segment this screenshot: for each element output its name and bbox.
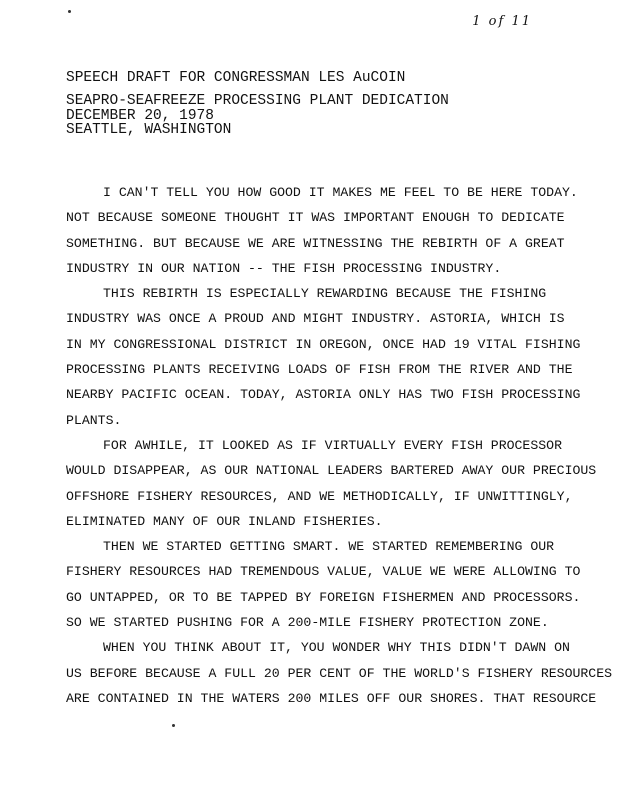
handwritten-page-mark: 1 of 11 bbox=[472, 14, 532, 29]
scan-speck bbox=[172, 724, 175, 727]
text-line: I CAN'T TELL YOU HOW GOOD IT MAKES ME FEEL TO BE HERE TODAY. bbox=[103, 185, 578, 200]
text-line: FISHERY RESOURCES HAD TREMENDOUS VALUE, VALUE WE WERE ALLOWING TO bbox=[66, 564, 581, 580]
text-line: INDUSTRY IN OUR NATION -- THE FISH PROCESSING INDUSTRY. bbox=[66, 260, 502, 276]
text-line: IN MY CONGRESSIONAL DISTRICT IN OREGON, ONCE HAD 19 VITAL FISHING bbox=[66, 336, 581, 352]
header-date: DECEMBER 20, 1978 bbox=[66, 108, 214, 124]
scan-speck bbox=[68, 10, 71, 13]
text-line: SO WE STARTED PUSHING FOR A 200-MILE FISHERY PROTECTION ZONE. bbox=[66, 615, 549, 631]
paragraph bbox=[66, 281, 586, 433]
paragraph bbox=[66, 635, 613, 711]
text-line: PLANTS. bbox=[66, 412, 122, 428]
text-line: THIS REBIRTH IS ESPECIALLY REWARDING BECAUSE THE FISHING bbox=[103, 286, 547, 302]
header-location: SEATTLE, WASHINGTON bbox=[66, 122, 232, 138]
text-line: INDUSTRY WAS ONCE A PROUD AND MIGHT INDUSTRY. ASTORIA, WHICH IS bbox=[66, 311, 565, 327]
text-line: SOMETHING. BUT BECAUSE WE ARE WITNESSING THE REBIRTH OF A GREAT bbox=[66, 235, 565, 251]
text-line: US BEFORE BECAUSE A FULL 20 PER CENT OF THE WORLD'S FISHERY RESOURCES bbox=[66, 665, 613, 681]
text-line: FOR AWHILE, IT LOOKED AS IF VIRTUALLY EVERY FISH PROCESSOR bbox=[103, 437, 562, 453]
text-line: NEARBY PACIFIC OCEAN. TODAY, ASTORIA ONLY HAS TWO FISH PROCESSING bbox=[66, 387, 581, 403]
text-line: PROCESSING PLANTS RECEIVING LOADS OF FISH FROM THE RIVER AND THE bbox=[66, 362, 573, 378]
text-line: OFFSHORE FISHERY RESOURCES, AND WE METHODICALLY, IF UNWITTINGLY, bbox=[66, 488, 573, 504]
text-line: GO UNTAPPED, OR TO BE TAPPED BY FOREIGN FISHERMEN AND PROCESSORS. bbox=[66, 589, 581, 605]
paragraph bbox=[66, 433, 597, 534]
text-line: WHEN YOU THINK ABOUT IT, YOU WONDER WHY THIS DIDN'T DAWN ON bbox=[103, 640, 570, 656]
text-line: WOULD DISAPPEAR, AS OUR NATIONAL LEADERS BARTERED AWAY OUR PRECIOUS bbox=[66, 463, 597, 479]
header-event: SEAPRO-SEAFREEZE PROCESSING PLANT DEDICATION bbox=[66, 93, 449, 109]
text-line: ARE CONTAINED IN THE WATERS 200 MILES OFF OUR SHORES. THAT RESOURCE bbox=[66, 690, 597, 706]
paragraph bbox=[66, 534, 586, 635]
header-title: SPEECH DRAFT FOR CONGRESSMAN LES AuCOIN bbox=[66, 70, 406, 86]
text-line: ELIMINATED MANY OF OUR INLAND FISHERIES. bbox=[66, 513, 383, 529]
text-line: THEN WE STARTED GETTING SMART. WE STARTED REMEMBERING OUR bbox=[103, 539, 555, 555]
document-header bbox=[66, 70, 449, 139]
speech-body bbox=[66, 180, 613, 711]
paragraph bbox=[66, 180, 586, 281]
text-line: NOT BECAUSE SOMEONE THOUGHT IT WAS IMPORTANT ENOUGH TO DEDICATE bbox=[66, 210, 565, 226]
